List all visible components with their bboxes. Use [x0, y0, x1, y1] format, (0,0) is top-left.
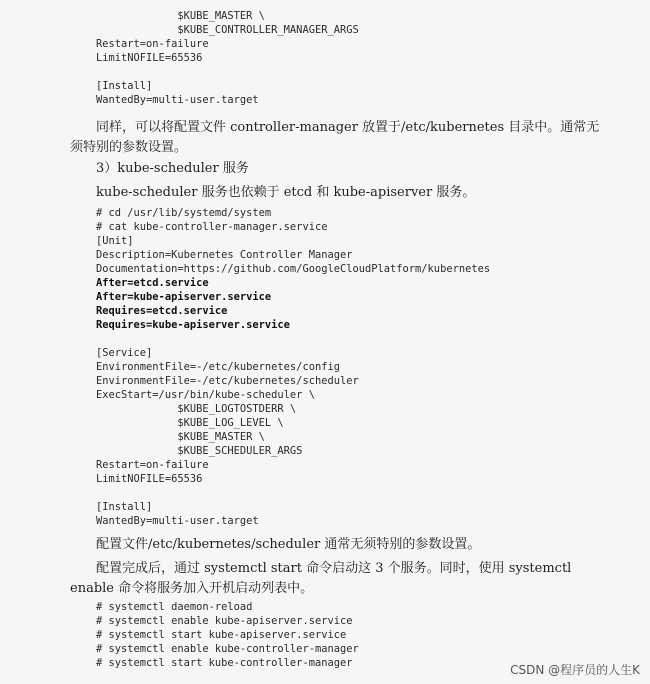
code-block-systemctl-commands	[96, 600, 359, 670]
code-block-scheduler-service	[96, 206, 490, 528]
code-line	[96, 332, 490, 346]
watermark-label: CSDN @程序员的人生K	[510, 663, 640, 677]
code-line: # systemctl start kube-apiserver.service	[96, 629, 347, 641]
code-line: EnvironmentFile=-/etc/kubernetes/config	[96, 361, 340, 373]
code-line: WantedBy=multi-user.target	[96, 94, 259, 106]
code-line: # cat kube-controller-manager.service	[96, 221, 328, 233]
code-line: After=kube-apiserver.service	[96, 291, 272, 303]
code-line: WantedBy=multi-user.target	[96, 515, 259, 527]
code-line: $KUBE_MASTER \	[96, 431, 265, 443]
code-line: Documentation=https://github.com/GoogleCloudPlatform/kubernetes	[96, 263, 491, 275]
code-line: After=etcd.service	[96, 277, 209, 289]
code-line	[96, 65, 359, 79]
code-line: Requires=etcd.service	[96, 305, 228, 317]
paragraph-scheduler-config: 配置文件/etc/kubernetes/scheduler 通常无须特别的参数设置。	[96, 537, 481, 552]
code-line: $KUBE_LOGTOSTDERR \	[96, 403, 297, 415]
code-line: $KUBE_CONTROLLER_MANAGER_ARGS	[96, 24, 359, 36]
code-block-controller-manager-tail	[96, 9, 359, 107]
code-line: ExecStart=/usr/bin/kube-scheduler \	[96, 389, 315, 401]
code-line: [Install]	[96, 501, 153, 513]
paragraph-controller-manager-config: 同样，可以将配置文件 controller-manager 放置于/etc/kubernetes 目录中。通常无须特别的参数设置。	[70, 120, 600, 155]
code-line: $KUBE_LOG_LEVEL \	[96, 417, 284, 429]
paragraph-start-services: 配置完成后，通过 systemctl start 命令启动这 3 个服务。同时，使用 systemctl enable 命令将服务加入开机启动列表中。	[70, 561, 572, 596]
code-line: [Service]	[96, 347, 153, 359]
code-line: [Unit]	[96, 235, 134, 247]
code-line: # systemctl start kube-controller-manager	[96, 657, 353, 669]
code-line: $KUBE_SCHEDULER_ARGS	[96, 445, 303, 457]
code-line: Requires=kube-apiserver.service	[96, 319, 290, 331]
code-line: LimitNOFILE=65536	[96, 473, 203, 485]
code-line: [Install]	[96, 80, 153, 92]
code-line	[96, 486, 490, 500]
code-line: Description=Kubernetes Controller Manager	[96, 249, 353, 261]
code-line: # systemctl enable kube-controller-manager	[96, 643, 359, 655]
code-line: # systemctl enable kube-apiserver.service	[96, 615, 353, 627]
code-line: Restart=on-failure	[96, 38, 209, 50]
code-line: # cd /usr/lib/systemd/system	[96, 207, 272, 219]
section-heading-kube-scheduler: 3）kube-scheduler 服务	[96, 161, 249, 176]
code-line: EnvironmentFile=-/etc/kubernetes/scheduler	[96, 375, 359, 387]
code-line: # systemctl daemon-reload	[96, 601, 253, 613]
code-line: Restart=on-failure	[96, 459, 209, 471]
paragraph-scheduler-dependencies: kube-scheduler 服务也依赖于 etcd 和 kube-apiserver 服务。	[96, 185, 476, 200]
code-line: $KUBE_MASTER \	[96, 10, 265, 22]
code-line: LimitNOFILE=65536	[96, 52, 203, 64]
